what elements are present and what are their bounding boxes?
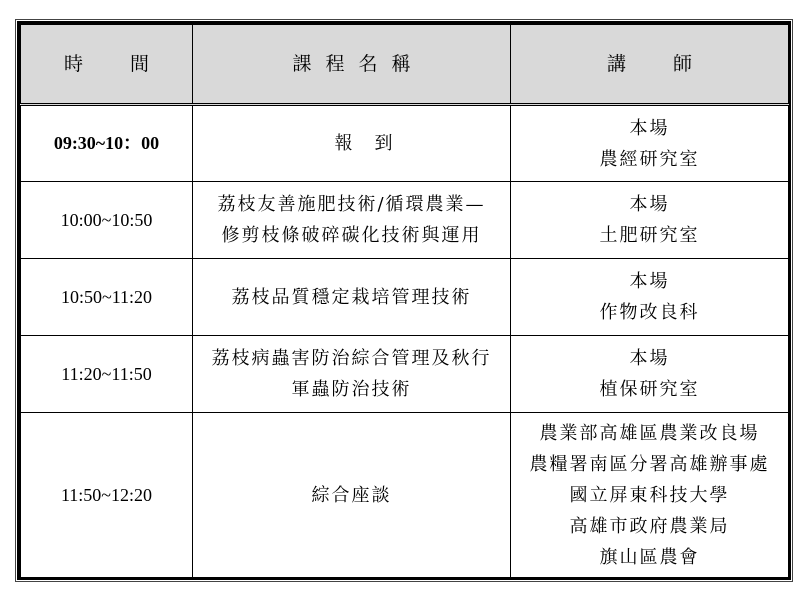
lecturer-line: 農經研究室	[599, 148, 700, 170]
table-row	[21, 259, 789, 336]
time-cell: 10:50~11:20	[21, 259, 193, 336]
lecturer-cell	[511, 413, 789, 579]
lecturer-cell	[511, 336, 789, 413]
table-row	[21, 182, 789, 259]
lecturer-line: 本場	[629, 348, 670, 369]
lecturer-line: 國立屏東科技大學	[569, 485, 730, 506]
header-course-label: 課程名稱	[292, 52, 425, 75]
course-cell	[193, 336, 511, 413]
lecturer-line: 本場	[629, 271, 670, 292]
time-cell: 11:20~11:50	[21, 336, 193, 413]
lecturer-cell	[511, 182, 789, 259]
lecturer-line: 農業部高雄區農業改良場	[539, 423, 760, 444]
lecturer-line: 作物改良科	[599, 302, 700, 323]
lecturer-cell	[511, 105, 789, 182]
header-time-label: 時 間	[63, 52, 163, 75]
table-row	[21, 105, 789, 182]
time-cell: 11:50~12:20	[21, 413, 193, 579]
time-cell: 09:30~10：00	[21, 105, 193, 182]
course-line: 修剪枝條破碎碳化技術與運用	[221, 225, 482, 246]
schedule-frame	[17, 21, 791, 580]
lecturer-line: 高雄市政府農業局	[569, 516, 730, 537]
course-line: 軍蟲防治技術	[291, 379, 412, 400]
course-line: 荔枝友善施肥技術/循環農業—	[217, 194, 486, 215]
lecturer-line: 本場	[629, 117, 670, 139]
table-row	[21, 413, 789, 579]
course-line: 荔枝品質穩定栽培管理技術	[231, 286, 472, 308]
course-cell	[193, 105, 511, 182]
header-time	[21, 25, 193, 105]
lecturer-line: 旗山區農會	[599, 547, 700, 568]
course-cell	[193, 413, 511, 579]
lecturer-cell	[511, 259, 789, 336]
course-line: 綜合座談	[311, 485, 392, 506]
header-row	[21, 25, 789, 105]
lecturer-line: 植保研究室	[599, 379, 700, 400]
course-cell	[193, 259, 511, 336]
schedule-table	[20, 24, 789, 579]
lecturer-line: 農糧署南區分署高雄辦事處	[529, 454, 770, 475]
lecturer-line: 本場	[629, 194, 670, 215]
header-course	[193, 25, 511, 105]
table-row	[21, 336, 789, 413]
course-line: 報 到	[334, 133, 395, 154]
header-lecturer	[511, 25, 789, 105]
header-lecturer-label: 講 師	[606, 52, 706, 75]
course-cell	[193, 182, 511, 259]
time-cell: 10:00~10:50	[21, 182, 193, 259]
course-line: 荔枝病蟲害防治綜合管理及秋行	[211, 348, 492, 369]
lecturer-line: 土肥研究室	[599, 225, 700, 246]
